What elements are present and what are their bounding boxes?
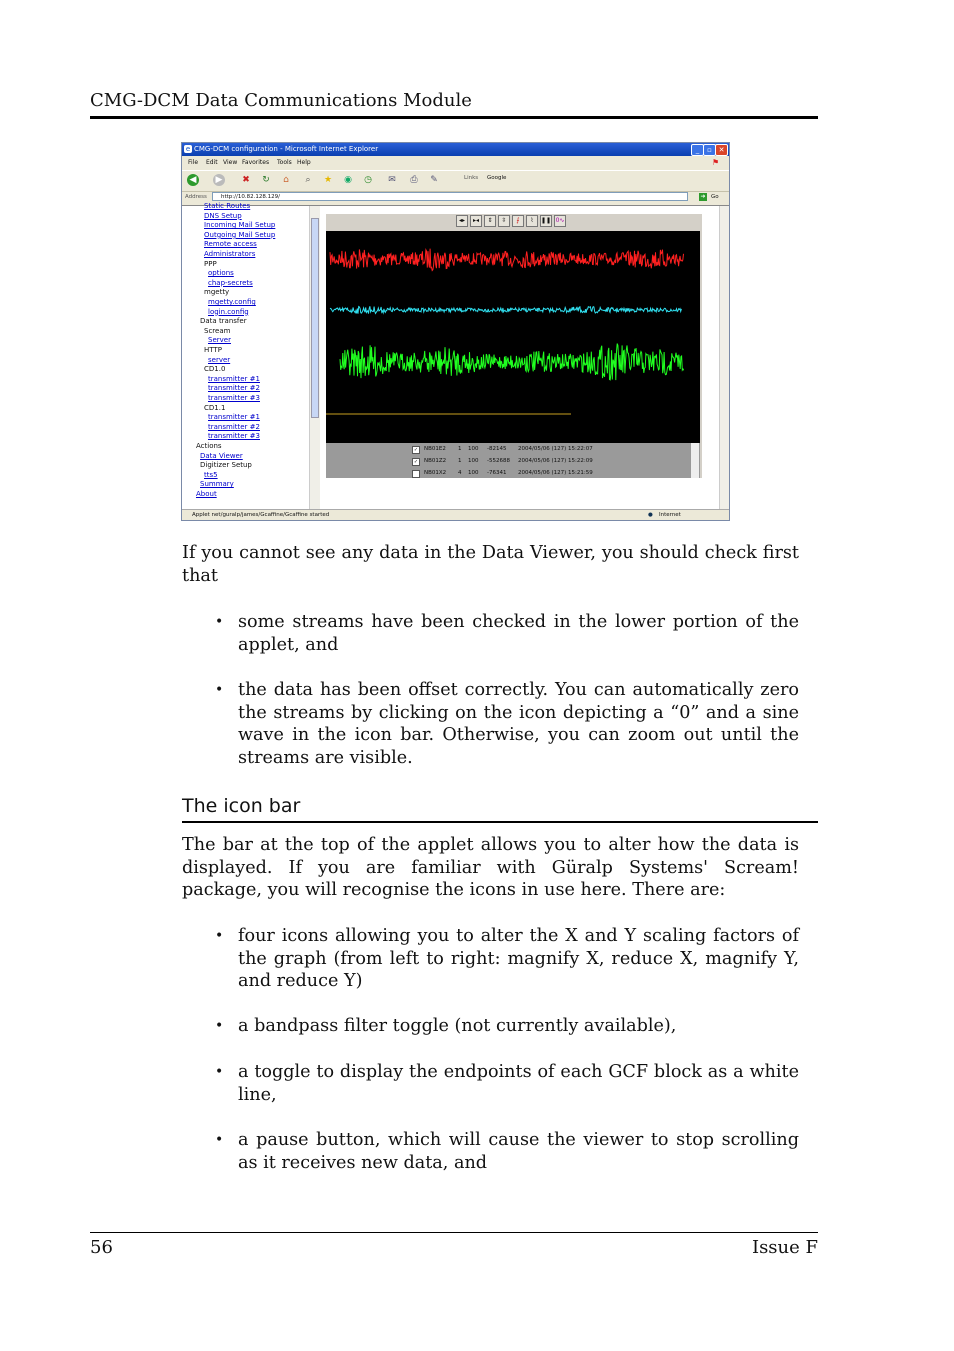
- intro-bullet-1: [215, 611, 799, 656]
- nav-item[interactable]: transmitter #3: [208, 394, 260, 402]
- browser-page: [182, 202, 729, 510]
- nav-item: Scream: [204, 326, 231, 335]
- data-viewer-applet: [326, 214, 702, 478]
- nav-item[interactable]: Administrators: [204, 250, 256, 258]
- nav-item[interactable]: Server: [208, 336, 231, 345]
- menu-edit[interactable]: Edit: [206, 159, 218, 166]
- status-text: Applet net/guralp/james/Gcaffine/Gcaffine started: [192, 512, 330, 518]
- address-label: Address: [185, 194, 207, 200]
- reduce-y-icon[interactable]: ⇳: [498, 215, 510, 227]
- gcf-endpoints-icon[interactable]: ⌇: [526, 215, 538, 227]
- bullet-text: a toggle to display the endpoints of each GCF block as a white line,: [238, 1062, 799, 1105]
- icon-bar-bullet-4: [215, 1129, 799, 1174]
- nav-item: CD1.1: [204, 403, 226, 412]
- stream-col-2: 100: [468, 446, 479, 452]
- intro-paragraph: If you cannot see any data in the Data Viewer, you should check first that: [182, 543, 799, 586]
- print-icon[interactable]: ⎙: [410, 175, 418, 185]
- magnify-y-icon[interactable]: ⇕: [484, 215, 496, 227]
- edit-icon[interactable]: ✎: [430, 175, 438, 185]
- ie-menu-bar: [182, 157, 729, 169]
- nav-item[interactable]: transmitter #2: [208, 384, 260, 393]
- intro-bullet-2: [215, 679, 799, 769]
- trace-nb01x2: [340, 344, 684, 381]
- stream-col-2: 100: [468, 470, 479, 476]
- bullet-icon: •: [215, 614, 224, 630]
- stream-col-2: 100: [468, 458, 479, 464]
- ie-screenshot: [181, 142, 730, 521]
- nav-item[interactable]: About: [196, 490, 217, 498]
- bullet-icon: •: [215, 1064, 224, 1080]
- address-input[interactable]: http://10.82.128.129/: [212, 192, 688, 201]
- stream-value: -76341: [487, 470, 507, 476]
- icon-bar-bullet-3: [215, 1061, 799, 1106]
- page-scrollbar[interactable]: [719, 206, 730, 510]
- nav-item[interactable]: Summary: [200, 480, 234, 489]
- favorites-icon[interactable]: ★: [323, 175, 333, 185]
- nav-item[interactable]: Incoming Mail Setup: [204, 221, 276, 230]
- trace-nb01z2: [330, 306, 681, 313]
- section-rule: [182, 821, 818, 823]
- running-header: CMG-DCM Data Communications Module: [90, 90, 472, 111]
- status-zone: Internet: [659, 512, 681, 518]
- nav-item[interactable]: Static Routes: [204, 202, 251, 210]
- internet-zone-icon: ●: [648, 512, 653, 518]
- ie-logo-icon: e: [185, 145, 191, 153]
- section-heading: The icon bar: [182, 795, 301, 817]
- bullet-icon: •: [215, 1132, 224, 1148]
- ie-title-bar: [182, 143, 729, 156]
- nav-item[interactable]: transmitter #1: [208, 413, 260, 422]
- go-arrow-icon[interactable]: ➜: [700, 193, 706, 200]
- stream-name: NB01Z2: [424, 458, 447, 464]
- bullet-icon: •: [215, 1018, 224, 1034]
- stream-name: NB01E2: [424, 446, 446, 452]
- page-number: 56: [90, 1237, 113, 1258]
- pause-icon[interactable]: ❚❚: [540, 215, 552, 227]
- stream-checkbox[interactable]: ✓: [413, 447, 419, 453]
- stream-list: [326, 443, 700, 478]
- bullet-text: the data has been offset correctly. You can automatically zero the streams by clicking on the icon depicting a “0” and a sine wave in the icon bar. Otherwise, you can zoom out until the streams are visible.: [238, 680, 799, 768]
- waveform-plot: [326, 231, 700, 443]
- icon-bar-bullet-1: [215, 925, 799, 993]
- media-icon[interactable]: ◉: [344, 175, 352, 185]
- issue-label: Issue F: [751, 1237, 818, 1258]
- nav-item[interactable]: login.config: [208, 307, 249, 316]
- nav-scrollbar-thumb[interactable]: [311, 218, 319, 418]
- nav-item: mgetty: [204, 288, 230, 297]
- reduce-x-icon[interactable]: ▸◂: [470, 215, 482, 227]
- bullet-text: a pause button, which will cause the viewer to stop scrolling as it receives new data, and: [238, 1130, 799, 1173]
- nav-scrollbar[interactable]: [309, 206, 320, 510]
- bullet-text: some streams have been checked in the lower portion of the applet, and: [238, 612, 799, 655]
- bullet-icon: •: [215, 928, 224, 944]
- menu-help[interactable]: Help: [297, 159, 311, 166]
- bullet-text: four icons allowing you to alter the X and Y scaling factors of the graph (from left to right: magnify X, reduce X, magnify Y, and reduce Y): [238, 926, 799, 992]
- stream-col-1: 1: [458, 446, 462, 452]
- menu-tools[interactable]: Tools: [277, 159, 292, 166]
- ie-window-title: CMG-DCM configuration - Microsoft Internet Explorer: [194, 145, 379, 153]
- nav-item[interactable]: tts5: [204, 470, 218, 479]
- stream-time: 2004/05/06 (127) 15:21:59: [518, 470, 593, 476]
- magnify-x-icon[interactable]: ◂▸: [456, 215, 468, 227]
- nav-item: Actions: [196, 442, 222, 450]
- config-nav-tree: [196, 202, 320, 510]
- stream-col-1: 4: [458, 470, 462, 476]
- minimize-button[interactable]: _: [691, 144, 704, 156]
- ie-address-bar: [182, 191, 729, 203]
- menu-view[interactable]: View: [223, 159, 238, 166]
- nav-item: CD1.0: [204, 365, 226, 374]
- bullet-icon: •: [215, 682, 224, 698]
- nav-item[interactable]: transmitter #1: [208, 374, 260, 383]
- icon-bar-bullet-2: [215, 1015, 799, 1038]
- google-link[interactable]: Google: [487, 175, 507, 181]
- stream-time: 2004/05/06 (127) 15:22:07: [518, 446, 593, 452]
- close-button[interactable]: ✕: [715, 144, 728, 156]
- forward-icon[interactable]: ▶: [213, 174, 225, 186]
- stream-list-scrollbar[interactable]: [690, 443, 699, 478]
- stream-checkbox[interactable]: [412, 470, 420, 478]
- footer-rule: [90, 1232, 818, 1233]
- stream-value: -82145: [487, 446, 507, 452]
- stop-icon[interactable]: ✖: [242, 175, 250, 185]
- bullet-text: a bandpass filter toggle (not currently available),: [238, 1016, 677, 1036]
- refresh-icon[interactable]: ↻: [262, 175, 270, 185]
- nav-item[interactable]: DNS Setup: [204, 211, 242, 220]
- zero-sine-icon[interactable]: 0∿: [554, 215, 566, 227]
- nav-item[interactable]: transmitter #3: [208, 432, 260, 441]
- stream-time: 2004/05/06 (127) 15:22:09: [518, 458, 593, 464]
- ie-status-bar: [182, 509, 729, 521]
- nav-item: HTTP: [204, 346, 222, 354]
- nav-item: Digitizer Setup: [200, 461, 252, 470]
- nav-item[interactable]: transmitter #2: [208, 422, 260, 431]
- nav-item[interactable]: Remote access: [204, 240, 257, 249]
- trace-nb01e2: [330, 249, 684, 271]
- stream-checkbox[interactable]: ✓: [413, 459, 419, 465]
- nav-item[interactable]: options: [208, 269, 234, 278]
- maximize-button[interactable]: ▫: [703, 144, 716, 156]
- history-icon[interactable]: ◷: [364, 175, 372, 185]
- mail-icon[interactable]: ✉: [388, 175, 396, 185]
- menu-file[interactable]: File: [188, 159, 199, 166]
- back-icon[interactable]: ◀: [187, 174, 199, 186]
- menu-favorites[interactable]: Favorites: [242, 159, 270, 166]
- bandpass-filter-icon[interactable]: ⨍: [512, 215, 524, 227]
- stream-name: NB01X2: [424, 470, 447, 476]
- nav-item[interactable]: chap-secrets: [208, 278, 253, 287]
- home-icon[interactable]: ⌂: [283, 175, 289, 185]
- header-rule: [90, 116, 818, 119]
- go-button[interactable]: Go: [711, 194, 719, 200]
- icon-bar-paragraph: The bar at the top of the applet allows you to alter how the data is displayed. If you are familiar with Güralp Systems' Scream! package, you will recognise the icons in use here. There are:: [182, 835, 799, 901]
- nav-item: Data transfer: [200, 317, 247, 326]
- nav-item[interactable]: mgetty.config: [208, 298, 256, 306]
- stream-col-1: 1: [458, 458, 462, 464]
- nav-item[interactable]: Data Viewer: [200, 451, 243, 460]
- windows-flag-icon: ⚑: [712, 158, 720, 167]
- links-label: Links: [464, 175, 479, 181]
- stream-value: -552688: [487, 458, 510, 464]
- nav-item[interactable]: Outgoing Mail Setup: [204, 230, 276, 239]
- nav-item: PPP: [204, 259, 217, 268]
- search-icon[interactable]: ⌕: [305, 175, 311, 185]
- ie-toolbar: [182, 170, 729, 192]
- nav-item[interactable]: server: [208, 355, 231, 364]
